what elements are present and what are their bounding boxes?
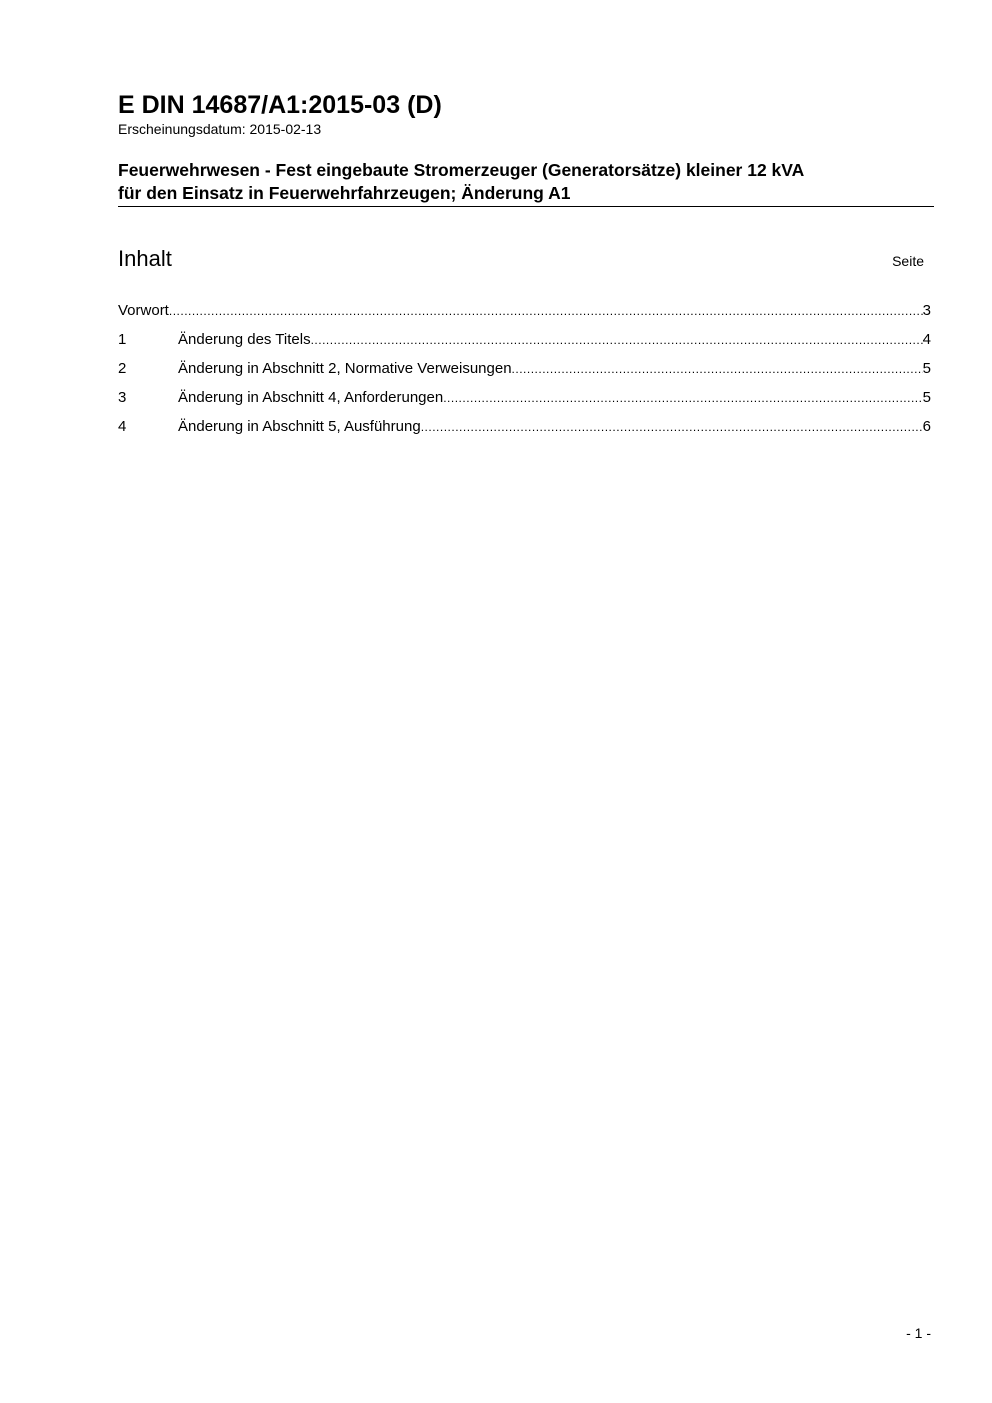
- toc-entry-page: 3: [922, 302, 931, 319]
- toc-entry-1[interactable]: [118, 331, 931, 360]
- toc-entry-title: Vorwort: [118, 302, 169, 319]
- toc-entry-page: 6: [922, 418, 931, 435]
- publication-date: Erscheinungsdatum: 2015-02-13: [118, 121, 322, 137]
- toc-dot-leader: [311, 331, 923, 349]
- toc-entry-title: Änderung in Abschnitt 5, Ausführung: [178, 418, 421, 435]
- toc-entry-4[interactable]: [118, 418, 931, 447]
- toc-entry-title: Änderung in Abschnitt 4, Anforderungen: [178, 389, 444, 406]
- toc-dot-leader: [421, 418, 923, 436]
- document-title: [118, 159, 804, 205]
- toc-entry-number: 2: [118, 360, 127, 377]
- toc-entry-number: 3: [118, 389, 127, 406]
- toc-page-column-label: Seite: [892, 253, 924, 269]
- page-number: - 1 -: [906, 1325, 931, 1341]
- document-id: E DIN 14687/A1:2015-03 (D): [118, 91, 442, 119]
- toc-dot-leader: [443, 389, 922, 407]
- toc-heading: Inhalt: [118, 246, 172, 271]
- toc-entry-page: 4: [922, 331, 931, 348]
- toc-entry-vorwort[interactable]: [118, 302, 931, 331]
- toc-entry-3[interactable]: [118, 389, 931, 418]
- toc-dot-leader: [169, 302, 923, 320]
- title-divider: [118, 206, 934, 207]
- toc-entry-title: Änderung des Titels: [178, 331, 311, 348]
- toc-dot-leader: [512, 360, 923, 378]
- toc-entry-page: 5: [922, 360, 931, 377]
- document-title-line-1: Feuerwehrwesen - Fest eingebaute Stromerzeuger (Generatorsätze) kleiner 12 kVA: [118, 160, 805, 180]
- table-of-contents: [118, 302, 931, 447]
- toc-entry-title: Änderung in Abschnitt 2, Normative Verweisungen: [178, 360, 512, 377]
- toc-entry-2[interactable]: [118, 360, 931, 389]
- toc-entry-number: 4: [118, 418, 127, 435]
- toc-entry-page: 5: [922, 389, 931, 406]
- toc-entry-number: 1: [118, 331, 127, 348]
- document-title-line-2: für den Einsatz in Feuerwehrfahrzeugen; Änderung A1: [118, 183, 571, 203]
